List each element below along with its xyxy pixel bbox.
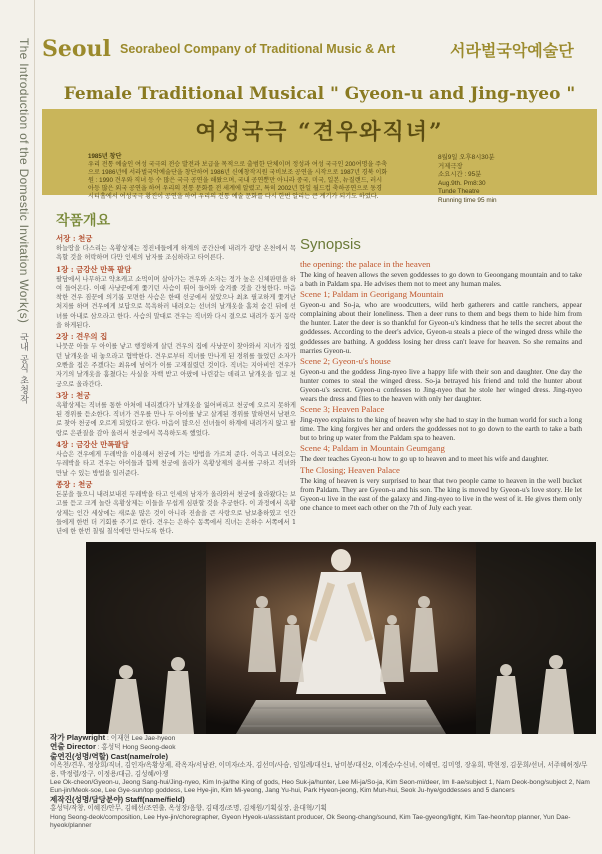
playwright-name: : 이재현 Lee Jae-hyeon xyxy=(107,735,176,742)
playwright-line xyxy=(50,734,592,743)
venue-line: Aug.9th. Pm8:30 xyxy=(438,179,486,187)
brand-korean: 서라벌국악예술단 xyxy=(450,41,574,60)
show-korean-title: 여성국극 “견우와직녀” xyxy=(195,119,444,145)
sidebar-english: The Introduction of the Domestic Invitation Work(s) xyxy=(17,38,31,324)
scene-text: The king of heaven is very surprised to hear that two people came to heaven in the well bucket from Paldam. They are Gyeon-u and his son. The king is moved by Gyeon-u's love story. He let Gyeon-u live in the east of the galaxy and Jing-nyeo to live in the west of it. He gives them only one chance to meet each other on the 7th of July each year. xyxy=(300,475,582,512)
overview-heading: 작품개요 xyxy=(56,213,111,229)
brand-seoul: Seoul xyxy=(42,36,111,62)
scene-title: Scene 2; Gyeon-u's house xyxy=(300,355,391,366)
venue-line: 8월9일 오후8시30분 xyxy=(438,154,495,161)
overview-section-text: 팔담에서 나무하고 약초캐고 소먹이며 살아가는 견우와 소자는 정가 높은 신체판떤을 하여 들어온다. 이때 사냥꾼에게 쫓기던 사슴이 뛰어 들어와 숨겨줄 것을 간청한다. 마음 착한 견우 짐꾼에 의기롭 모면한 사슴은 한때 선궁에서 살았으나 최초 필교하게 쫓겨난 처지를 하며 견우에게 보답으로 목욕하러 내려오는 선녀의 날개옷을 훔쳐 숨긴 뒤에 선녀를 아내로 삼으라고 한다. 사슴의 말대로 견우는 직녀와 다시 결으로 내려가 동거 동락을 하게된다. xyxy=(56,275,296,330)
venue-line: 거제극장 xyxy=(438,162,463,170)
scene-title: Scene 1; Paldam in Georigang Mountain xyxy=(300,289,444,300)
playwright-label: 작가 Playwright xyxy=(50,733,106,742)
scene-title: the opening: the palace in the heaven xyxy=(300,259,431,269)
cast-english: Lee Ok-cheon/Gyeon-u, Jeong Sang-hui/Jing-nyeo, Kim In-ja/the King of gods, Heo Suk-ja/hunter, Lee Mi-ja/So-ja, Kim Seon-mi/deer, Im Il-ae/subject 1, Nam Deok-bong/subject 2, Nam Eun-jin/Meok-soe, Lee Gye-sun/top goddess, Lee Hye-jin, Kim Mi-yeong, Jang Yu-hui, Park Hyeon-jeong, Kim Mun-hui, Seok Ju-hye/goddesses and 5 dancers xyxy=(50,779,590,795)
overview-section-title: 3장 : 천궁 xyxy=(56,390,91,400)
cast-korean: 이옥천/견우, 정상희/직녀, 김인자/옥황상제, 곽옥자/서남관, 이미자/소자, 김선미/사슴, 임일례/대신1, 남미봉/대신2, 이계순/수신녀, 이혜연, 김미영, 장유희, 박현정, 김문희/선녀, 서주혜허정/무용, 박정렬/장구, 이정용/대금, 김성혜/아쟁 xyxy=(50,762,588,778)
sidebar-title xyxy=(5,38,31,404)
overview-section-text: 사슴은 견우에게 두레박을 이용해서 천궁에 가는 방법을 가르쳐 준다. 이윽고 내려오는 두레박을 타고 견우는 아이들과 함께 천궁에 올라가 옥황상제의 용서를 구하고 직녀와 만날 수 있는 방법을 일러준다. xyxy=(56,451,296,477)
scene-title: The Closing; Heaven Palace xyxy=(300,464,400,475)
scene-text: Jing-nyeo explains to the king of heaven why she had to stay in the human world for such a long time. The king forgives her and orders the goddesses not to go down to the earth to take a bath but to bring up water from the Paldam spa to heaven. xyxy=(300,415,582,443)
director-name: : 홍성덕 Hong Seong-deok xyxy=(97,744,176,752)
staff-english: Hong Seong-deok/composition, Lee Hye-jin/choregrapher, Gyeon Hyeok-u/assistant producer, Ok Seong-chang/sound, Kim Tae-gyeong/light, Kim Tae-heon/top planner, Yun Dae-hyeok/planner xyxy=(50,813,571,830)
overview-section-title: 4장 : 금강산 만폭팔담 xyxy=(56,440,129,450)
director-label: 연출 Director xyxy=(50,742,96,752)
cast-line xyxy=(50,753,592,762)
overview-column xyxy=(56,210,296,537)
scene-text: Gyeon-u and the goddess Jing-nyeo live a happy life with their son and daughter. One day the hunter comes to steal the winged dress. So-ja betrayed his friend and told the hunter about Gyeon-u's secret. Gyeon-u confesses to Jing-nyeo that he stole her winged dress. Jing-nyeo wears the dress and flies to the heaven with only her daughter. xyxy=(300,366,582,404)
overview-section-title: 서장 : 천궁 xyxy=(56,234,93,243)
company-info-box xyxy=(42,149,597,204)
overview-section-text: 옥황상제는 직녀를 통한 아처에 내리겠다가 날개옷을 잃어버리고 천궁에 오르지 못하게 된 경위를 듣소한다. 직녀가 견우를 만나 두 아이를 낳고 살게된 경위를 말하면서 남편으로 찾아 천궁에 오르게 되었다고 한다. 마음이 많으신 선녀들이 하계에 내려가지 않고 팔랑로 은관질을 감아 올려서 천궁에서 목욕하도록 했었다. xyxy=(56,401,296,437)
synopsis-column xyxy=(300,236,582,513)
overview-section-text: 나뭇꾼 아들 두 아이를 낳고 행정하게 살던 견우의 집에 사냥꾼이 찾아와서 지녀가 집었던 날개옷을 내 놓으라고 협박한다. 견우로부터 직녀를 만나게 된 경위를 들었던 소자가 오빤을 접은 주겠다는 최유에 넘어가 이를 고재질렸던 것이다. 직녀는 지아비인 견우가 자기의 날개옷을 훔쳤다는 사실을 자백 받고 아팠에 나린같는 데리고 날개옷을 입고 천궁으로 올라간다. xyxy=(56,343,296,388)
header xyxy=(42,36,597,66)
stage-photo xyxy=(86,542,596,734)
performance-info xyxy=(438,154,588,206)
overview-section-text: 하늘땅을 다스리는 옥황상제는 정진네들에게 하계의 공간산에 내려가 광탕 온천에서 목욕할 것을 허락하며 다만 인세의 남자를 조심하라고 타이른다. xyxy=(56,245,296,262)
venue-line: Tunde Theatre xyxy=(438,188,480,196)
show-english-title: Female Traditional Musical " Gyeon-u and Jing-nyeo " xyxy=(63,84,576,104)
credits xyxy=(50,734,592,830)
hero-band xyxy=(42,109,597,149)
scene-title: Scene 3; Heaven Palace xyxy=(300,404,385,415)
stage-photo-illustration xyxy=(86,542,596,734)
founding-year: 1985년 창단 xyxy=(88,153,122,160)
sidebar-korean: 국내 공식 초청작 xyxy=(19,332,29,404)
company-description xyxy=(88,153,388,201)
staff-label: 제작진(성명/담당분야) Staff(name/field) xyxy=(50,794,185,804)
staff-line xyxy=(50,796,592,805)
venue-line: 소요시간 : 95분 xyxy=(438,171,482,179)
overview-section-title: 종장 : 천궁 xyxy=(56,479,93,489)
venue-line: Running time 95 min xyxy=(438,196,497,204)
scene-text: Gyeon-u and So-ja, who are woodcutters, wild herb gatherers and cattle ranchers, appear complaining about their loneliness. Then a deer runs to them and begs them to hide him from the hunter. Later the deer is so thankful for Gyeon-u's kindness that he tells the secret about the goddesses. According to the deer's advice, Gyeon-u steals a piece of the winged dress while the goddesses are bathing. A goddess losing her dress can't leave for heaven. So she remains and marries Gyeon-u. xyxy=(300,300,582,355)
staff-korean: 홍성덕/작창, 이혜진/안무, 김혜선/조연출, 옥성장/음향, 김태경/조명, 김채원/기획실장, 윤대혁/기획 xyxy=(50,805,327,813)
synopsis-heading: Synopsis xyxy=(300,236,361,253)
scene-title: Scene 4; Paldam in Mountain Geumgang xyxy=(300,443,445,454)
overview-section-text: 돈분을 들으니 내려보내진 두레박을 타고 인세의 남자가 올라와서 천궁에 울라왔다는 보고를 듣고 크게 놀란 옥황상제는 이들을 무섭게 심판할 것을 추궁한다. 이 과정에서 옥황상제는 인간 세상에는 새로운 많은 것이 아니라 진솔을 큰 사랑으로 남보충하였고 인간들에게 한번 더 기회를 주기로 한다. 견우는 은하수 동쪽에서 직녀는 은하수 서쪽에서 1년에 한 한번 칠월 칠석에만 만나도록 한다. xyxy=(56,490,296,536)
brand-company: Seorabeol Company of Traditional Music & Art xyxy=(120,42,396,56)
company-history: 우리 전통 예술인 여성 국극의 전승 발전과 보급을 목적으로 출범한 단체이며 정성과 여성 국극인 200여명을 주축으로 1986년에 서라벌국악예술단을 창단하여 1986년 신예창작지원 국비보조 공연을 시작으로 1987년 경북 이화원 : 1990 견우와 직녀 등 수 많은 국극 공연을 해왔으며, 국내 공연뿐만 아니라 중국, 미국, 일본, 뉴질랜드, 러시아등 많은 외국 공연을 하여 우리의 전통 문화를 전 세계에 알렸고, 특히 2002년 한일 월드컵 축하공연으로 동경 시티홀에서 여성국극 황진이 공연을 하여 우리의 전통 예술 문화를 다시 한번 알리는 큰 계기가 되기도 하였다. xyxy=(88,161,388,200)
overview-section-title: 1장 : 금강산 만폭 팔담 xyxy=(56,264,132,274)
scene-text: The deer teaches Gyeon-u how to go up to heaven and to meet his wife and daughter. xyxy=(300,454,549,464)
cast-label: 출연진(성명/역할) Cast(name/role) xyxy=(50,751,169,761)
scene-text: The king of heaven allows the seven goddesses to go down to Geoongang mountain and to take a bath in Paldam spa. He advises them not to meet any human males. xyxy=(300,270,582,289)
sidebar xyxy=(0,0,35,854)
overview-section-title: 2장 : 견우의 집 xyxy=(56,332,108,342)
